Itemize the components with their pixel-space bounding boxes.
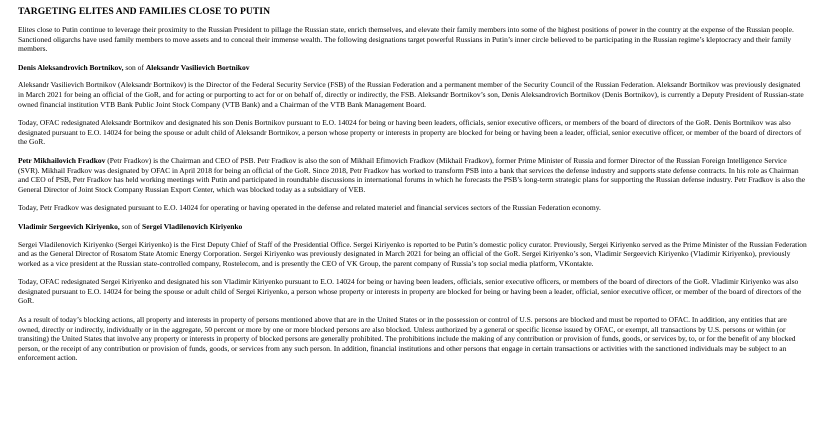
bortnikov-heading-connector: son of xyxy=(123,62,146,72)
fradkov-paragraph-2: Today, Petr Fradkov was designated pursuant to E.O. 14024 for operating or having operated in the defense and related materiel and financial services sectors of the Russian Federation economy. xyxy=(18,203,601,213)
kiriyenko-heading-connector: son of xyxy=(119,221,143,231)
intro-paragraph: Elites close to Putin continue to leverage their proximity to the Russian President to pillage the Russian state, enrich themselves, and elevate their family members into some of the highest positions of power in the country at the expense of the Russian people. Sanctioned oligarchs have used family members to move assets and to conceal their immense wealth. The following designations target powerful Russians in Putin’s inner circle believed to be participating in the Russian regime’s kleptocracy and their family members. xyxy=(18,25,794,54)
kiriyenko-paragraph-2: Today, OFAC redesignated Sergei Kiriyenko and designated his son Vladimir Kiriyenko pursuant to E.O. 14024 for being or having been leaders, officials, senior executive officers, or members of the board of directors of the GoR. Vladimir Kiriyenko was also designated pursuant to E.O. 14024 for being the spouse or adult child of Sergei Kiriyenko, a person whose property or interests in property are blocked for being or having been a leader, official, senior executive officer, or member of the board of directors of the GoR. xyxy=(18,277,802,306)
bortnikov-paragraph-2: Today, OFAC redesignated Aleksandr Bortnikov and designated his son Denis Bortnikov pursuant to E.O. 14024 for being or having been leaders, officials, senior executive officers, or members of the board of directors of the GoR. Denis Bortnikov was also designated pursuant to E.O. 14024 for being the spouse or adult child of Aleksandr Bortnikov, a person whose property or interests in property are blocked for being or having been a leader, official, senior executive officer, or member of the board of directors of the GoR. xyxy=(18,118,802,147)
kiriyenko-father-name: Sergei Vladilenovich Kiriyenko xyxy=(142,221,243,231)
document-title: TARGETING ELITES AND FAMILIES CLOSE TO PUTIN xyxy=(18,6,271,17)
fradkov-name: Petr Mikhailovich Fradkov xyxy=(18,155,106,165)
fradkov-paragraph-1 xyxy=(18,156,808,194)
bortnikov-father-name: Aleksandr Vasilievich Bortnikov xyxy=(145,62,250,72)
bortnikov-son-name: Denis Aleksandrovich Bortnikov, xyxy=(18,62,124,72)
bortnikov-paragraph-1: Aleksandr Vasilievich Bortnikov (Aleksandr Bortnikov) is the Director of the Federal Security Service (FSB) of the Russian Federation and a permanent member of the Security Council of the Russian Federation. Aleksandr Bortnikov was previously designated in March 2021 for being an official of the GoR, and for acting or purporting to act for or on behalf of, directly or indirectly, the FSB. Aleksandr Bortnikov’s son, Denis Aleksandrovich Bortnikov (Denis Bortnikov), is currently a Deputy President of Russian-state owned financial institution VTB Bank Public Joint Stock Company (VTB Bank) and a Chairman of the VTB Bank Management Board. xyxy=(18,80,804,109)
document-page xyxy=(18,6,808,372)
kiriyenko-heading xyxy=(18,222,808,232)
closing-paragraph: As a result of today’s blocking actions, all property and interests in property of persons mentioned above that are in the United States or in the possession or control of U.S. persons are blocked and must be reported to OFAC. In addition, any entities that are owned, directly or indirectly, individually or in the aggregate, 50 percent or more by one or more blocked persons are also blocked. Unless authorized by a general or specific license issued by OFAC, or exempt, all transactions by U.S. persons or within (or transiting) the United States that involve any property or interests in property of blocked persons are generally prohibited. The prohibitions include the making of any contribution or provision of funds, goods, or services by, to, or for the benefit of any blocked person, or the receipt of any contribution or provision of funds, goods, or services from any such person. In addition, financial institutions and other persons that engage in certain transactions or activities with the sanctioned individuals may be subject to an enforcement action. xyxy=(18,315,796,363)
fradkov-paragraph-1-text: (Petr Fradkov) is the Chairman and CEO of PSB. Petr Fradkov is also the son of Mikhail Efimovich Fradkov (Mikhail Fradkov), former Prime Minister of Russia and former Director of the Russian Foreign Intelligence Service (SVR). Mikhail Fradkov was designated by OFAC in April 2018 for being an official of the GoR. Since 2018, Petr Fradkov has worked to transform PSB into a bank that services the defense industry and supports state defense contracts. In his role as Chairman and CEO of PSB, Petr Fradkov has held working meetings with Putin and participated in roundtable discussions in international forums in which he forecasts the PSB’s long-term strategic plans for supporting the Russian defense industry. Petr Fradkov is also the General Director of Joint Stock Company Russian Export Center, which was blocked today as a subsidiary of VEB. xyxy=(18,155,806,194)
bortnikov-heading xyxy=(18,63,808,73)
kiriyenko-paragraph-1: Sergei Vladilenovich Kiriyenko (Sergei Kiriyenko) is the First Deputy Chief of Staff of the Presidential Office. Sergei Kiriyenko is reported to be Putin’s domestic policy curator. Previously, Sergei Kiriyenko served as the Prime Minister of the Russian Federation and as the General Director of Rosatom State Atomic Energy Corporation. Sergei Kiriyenko was previously designated in March 2021 for being an official of the GoR. Sergei Kiriyenko’s son, Vladimir Sergeevich Kiriyenko (Vladimir Kiriyenko), previously worked as a vice president at the Russian state-controlled company, Rostelecom, and is presently the CEO of VK Group, the parent company of Russia’s top social media platform, VKontakte. xyxy=(18,239,807,268)
kiriyenko-son-name: Vladimir Sergeevich Kiriyenko, xyxy=(18,221,120,231)
